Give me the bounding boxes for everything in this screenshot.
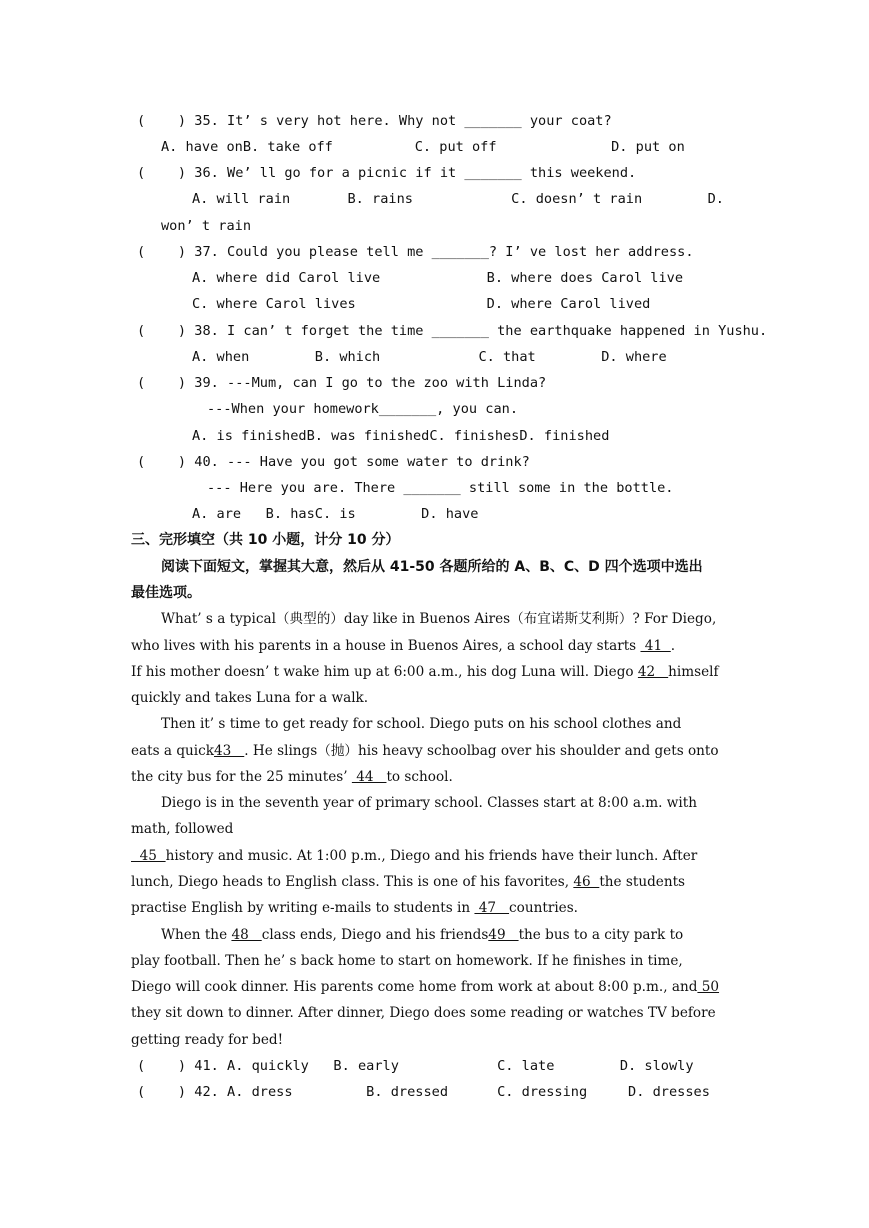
- passage-line: 45 history and music. At 1:00 p.m., Diego and his friends have their lunch. After: [131, 848, 698, 864]
- question-37-stem: ( ) 37. Could you please tell me _______? I’ ve lost her address.: [137, 244, 694, 260]
- passage-line: What’ s a typical（典型的）day like in Buenos Aires（布宜诺斯艾利斯）? For Diego,: [161, 611, 717, 627]
- blank-47: 47: [474, 900, 510, 916]
- question-38-options: A. when B. which C. that D. where: [192, 349, 667, 365]
- question-37-options-row2: C. where Carol lives D. where Carol lived: [192, 296, 651, 312]
- passage-line: lunch, Diego heads to English class. This is one of his favorites, 46 the students: [131, 874, 686, 890]
- question-39-stem: ( ) 39. ---Mum, can I go to the zoo with Linda?: [137, 375, 547, 391]
- passage-line: quickly and takes Luna for a walk.: [131, 690, 369, 706]
- passage-line: who lives with his parents in a house in Buenos Aires, a school day starts 41 .: [131, 638, 676, 654]
- blank-50: 50: [697, 979, 720, 995]
- question-36-stem: ( ) 36. We’ ll go for a picnic if it _______ this weekend.: [137, 165, 637, 181]
- passage-line: Then it’ s time to get ready for school. Diego puts on his school clothes and: [161, 716, 682, 732]
- blank-42: 42: [637, 664, 669, 680]
- passage-line: getting ready for bed!: [131, 1032, 284, 1048]
- passage-line: play football. Then he’ s back home to start on homework. If he finishes in time,: [131, 953, 683, 969]
- passage-line: the city bus for the 25 minutes’ 44 to school.: [131, 769, 453, 785]
- blank-49: 49: [488, 927, 519, 943]
- section-instruction-cont: 最佳选项。: [131, 585, 201, 601]
- passage-line: practise English by writing e-mails to students in 47 countries.: [131, 900, 579, 916]
- passage-line: math, followed: [131, 821, 234, 837]
- question-38-stem: ( ) 38. I can’ t forget the time _______ the earthquake happened in Yushu.: [137, 323, 768, 339]
- blank-45: 45: [131, 848, 166, 864]
- question-39-options: A. is finishedB. was finishedC. finishesD. finished: [192, 428, 610, 444]
- question-42: ( ) 42. A. dress B. dressed C. dressing D. dresses: [137, 1084, 710, 1100]
- passage-line: eats a quick43 . He slings（抛）his heavy schoolbag over his shoulder and gets onto: [131, 743, 719, 759]
- blank-43: 43: [214, 743, 245, 759]
- section-heading: 三、完形填空（共 10 小题，计分 10 分）: [131, 532, 400, 548]
- question-40-stem2: --- Here you are. There _______ still some in the bottle.: [207, 480, 674, 496]
- question-35-options: A. have onB. take off C. put off D. put on: [161, 139, 685, 155]
- blank-48: 48: [231, 927, 262, 943]
- question-40-stem: ( ) 40. --- Have you got some water to drink?: [137, 454, 530, 470]
- blank-44: 44: [351, 769, 387, 785]
- question-39-stem2: ---When your homework_______, you can.: [207, 401, 518, 417]
- blank-46: 46: [573, 874, 600, 890]
- question-41: ( ) 41. A. quickly B. early C. late D. slowly: [137, 1058, 694, 1074]
- question-35-stem: ( ) 35. It’ s very hot here. Why not _______ your coat?: [137, 113, 612, 129]
- passage-line: they sit down to dinner. After dinner, Diego does some reading or watches TV before: [131, 1005, 716, 1021]
- passage-line: When the 48 class ends, Diego and his friends49 the bus to a city park to: [161, 927, 684, 943]
- blank-41: 41: [640, 638, 671, 654]
- question-37-options-row1: A. where did Carol live B. where does Carol live: [192, 270, 684, 286]
- section-instruction: 阅读下面短文，掌握其大意，然后从 41-50 各题所给的 A、B、C、D 四个选项中选出: [161, 559, 703, 575]
- question-36-options: A. will rain B. rains C. doesn’ t rain D.: [192, 191, 724, 207]
- passage-line: Diego will cook dinner. His parents come home from work at about 8:00 p.m., and 50: [131, 979, 720, 995]
- passage-line: If his mother doesn’ t wake him up at 6:00 a.m., his dog Luna will. Diego 42 himself: [131, 664, 719, 680]
- question-40-options: A. are B. hasC. is D. have: [192, 506, 479, 522]
- passage-line: Diego is in the seventh year of primary school. Classes start at 8:00 a.m. with: [161, 795, 697, 811]
- question-36-options-cont: won’ t rain: [161, 218, 252, 234]
